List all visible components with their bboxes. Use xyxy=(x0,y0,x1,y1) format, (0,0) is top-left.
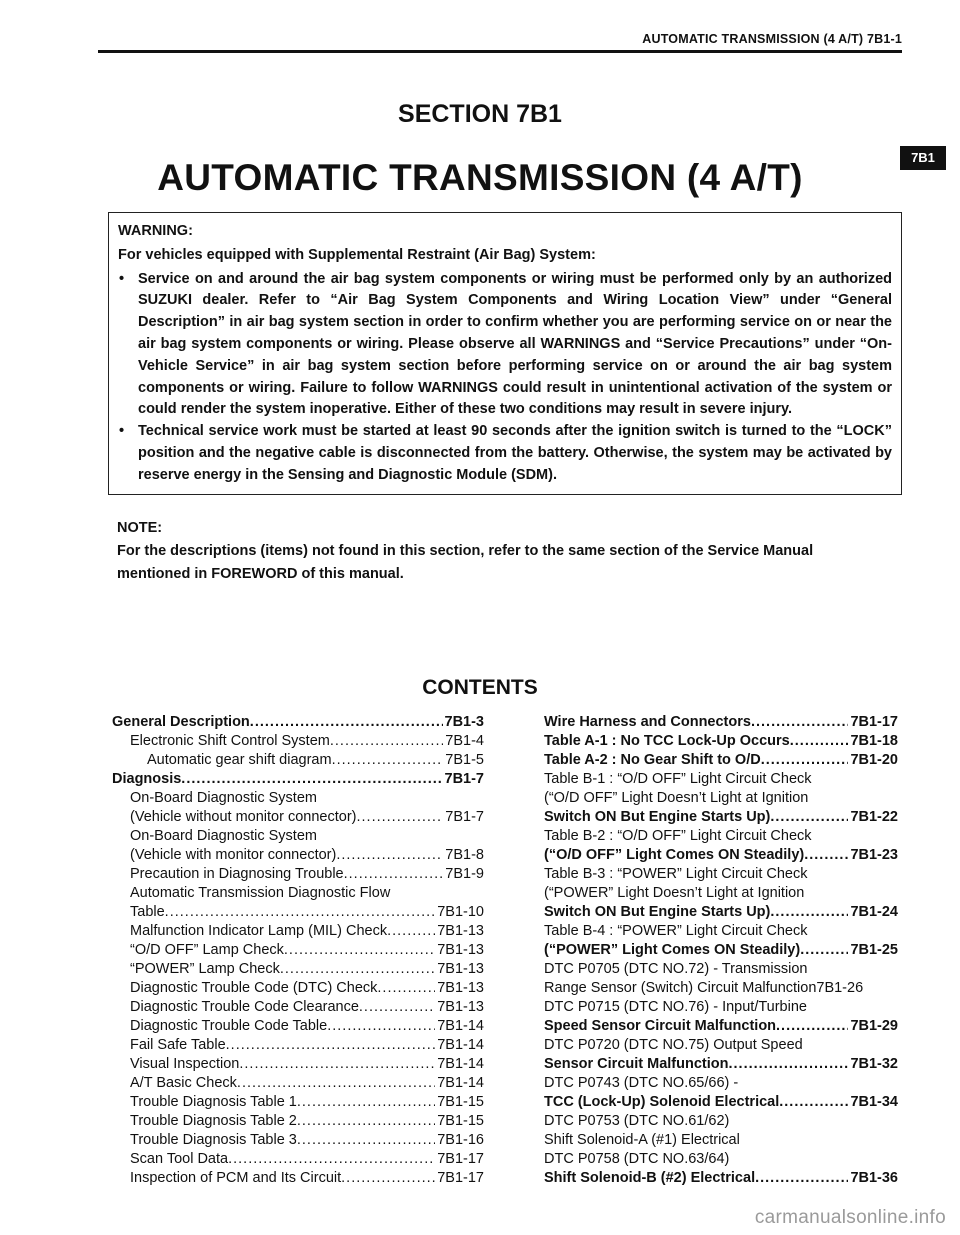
toc-entry[interactable] xyxy=(112,1036,484,1055)
toc-entry-page: 7B1-5 xyxy=(445,752,484,768)
warning-item-text: Technical service work must be started at least 90 seconds after the ignition switch is turned to the “LOCK” position and the negative cable is disconnected from the battery. Otherwise, the system may be activated by reserve energy in the Sensing and Diagnostic Module (SDM). xyxy=(138,423,892,483)
toc-entry[interactable] xyxy=(544,732,898,751)
toc-entry-line[interactable]: DTC P0720 (DTC NO.75) Output Speed xyxy=(544,1037,803,1053)
toc-entry[interactable] xyxy=(112,808,484,827)
toc-entry[interactable] xyxy=(112,751,484,770)
dot-leader xyxy=(341,1169,435,1188)
toc-entry-page: 7B1-34 xyxy=(850,1094,898,1110)
toc-entry-page: 7B1-13 xyxy=(437,961,484,977)
section-tab: 7B1 xyxy=(900,146,946,170)
toc-entry-title: Table xyxy=(130,904,165,920)
dot-leader xyxy=(751,713,848,732)
toc-entry-title: Table A-2 : No Gear Shift to O/D xyxy=(544,752,761,768)
toc-entry-title: (Vehicle without monitor connector) xyxy=(130,809,357,825)
dot-leader xyxy=(761,751,849,770)
toc-entry-line[interactable]: DTC P0715 (DTC NO.76) - Input/Turbine xyxy=(544,999,807,1015)
toc-entry[interactable] xyxy=(112,903,484,922)
toc-entry[interactable] xyxy=(112,713,484,732)
dot-leader xyxy=(327,1017,435,1036)
toc-entry[interactable] xyxy=(112,1074,484,1093)
toc-entry[interactable] xyxy=(112,1055,484,1074)
toc-entry[interactable] xyxy=(112,1093,484,1112)
toc-entry-line[interactable]: Table B-4 : “POWER” Light Circuit Check xyxy=(544,923,808,939)
toc-entry-title: “O/D OFF” Lamp Check xyxy=(130,942,284,958)
toc-entry-title: Switch ON But Engine Starts Up) xyxy=(544,904,771,920)
dot-leader xyxy=(356,808,443,827)
toc-entry-title: Shift Solenoid-B (#2) Electrical xyxy=(544,1170,756,1186)
toc-entry-title: (“O/D OFF” Light Comes ON Steadily) xyxy=(544,847,805,863)
toc-entry-page: 7B1-15 xyxy=(437,1113,484,1129)
toc-entry-page: 7B1-16 xyxy=(437,1132,484,1148)
toc-entry-line[interactable]: Shift Solenoid-A (#1) Electrical xyxy=(544,1132,740,1148)
warning-intro: For vehicles equipped with Supplemental Restraint (Air Bag) System: xyxy=(118,246,596,263)
section-number: SECTION 7B1 xyxy=(398,100,562,128)
note-heading: NOTE: xyxy=(117,520,163,536)
toc-entry-title: Automatic gear shift diagram xyxy=(147,752,332,768)
toc-entry-page: 7B1-32 xyxy=(850,1056,898,1072)
toc-entry-page: 7B1-25 xyxy=(850,942,898,958)
toc-entry[interactable] xyxy=(112,846,484,865)
running-header: AUTOMATIC TRANSMISSION (4 A/T) 7B1-1 xyxy=(642,32,902,46)
toc-entry-line[interactable]: On-Board Diagnostic System xyxy=(130,790,317,806)
warning-item xyxy=(118,269,892,422)
toc-entry-line[interactable]: (“O/D OFF” Light Doesn’t Light at Ignition xyxy=(544,790,809,806)
dot-leader xyxy=(165,903,436,922)
dot-leader xyxy=(729,1055,849,1074)
dot-leader xyxy=(297,1112,435,1131)
toc-entry-title: Sensor Circuit Malfunction xyxy=(544,1056,729,1072)
toc-entry[interactable] xyxy=(544,1017,898,1036)
toc-entry-line[interactable]: Table B-2 : “O/D OFF” Light Circuit Check xyxy=(544,828,812,844)
toc-entry-title: Visual Inspection xyxy=(130,1056,240,1072)
toc-entry-title: Diagnostic Trouble Code Table xyxy=(130,1018,328,1034)
toc-entry-page: 7B1-15 xyxy=(437,1094,484,1110)
header-rule xyxy=(98,50,902,53)
toc-entry-title: Table A-1 : No TCC Lock-Up Occurs xyxy=(544,733,790,749)
warning-list xyxy=(118,269,892,487)
toc-entry-title: “POWER” Lamp Check xyxy=(130,961,280,977)
toc-entry-line[interactable]: Automatic Transmission Diagnostic Flow xyxy=(130,885,391,901)
watermark: carmanualsonline.info xyxy=(754,1207,946,1228)
toc-entry[interactable] xyxy=(112,1131,484,1150)
toc-entry[interactable] xyxy=(112,979,484,998)
dot-leader xyxy=(228,1150,435,1169)
dot-leader xyxy=(344,865,444,884)
toc-entry-page: 7B1-29 xyxy=(850,1018,898,1034)
warning-item-text: Service on and around the air bag system components or wiring must be performed only by an authorized SUZUKI dealer. Refer to “Air Bag System Components and Wiring Location View” under “General Description” in air bag system section in order to confirm whether you are performing service on or near the air bag system components or wiring. Please observe all WARNINGS and “Service Precautions” under “On-Vehicle Service” in air bag system section before performing service on or around the air bag system components or wiring. Failure to follow WARNINGS could result in unintentional activation of the system or could render the system inoperative. Either of these two conditions may result in severe injury. xyxy=(138,270,892,418)
bullet-icon: • xyxy=(119,423,125,440)
dot-leader xyxy=(790,732,849,751)
toc-entry-page: 7B1-7 xyxy=(445,809,484,825)
toc-entry-title: Wire Harness and Connectors xyxy=(544,714,751,730)
toc-entry-title: Fail Safe Table xyxy=(130,1037,226,1053)
dot-leader xyxy=(239,1055,435,1074)
toc-entry-page: 7B1-17 xyxy=(437,1151,484,1167)
dot-leader xyxy=(181,770,442,789)
dot-leader xyxy=(297,1131,435,1150)
dot-leader xyxy=(330,732,443,751)
bullet-icon: • xyxy=(119,270,125,287)
toc-entry-title: Precaution in Diagnosing Trouble xyxy=(130,866,344,882)
toc-entry-page: 7B1-17 xyxy=(850,714,898,730)
dot-leader xyxy=(387,922,435,941)
dot-leader xyxy=(297,1093,435,1112)
toc-entry-page: 7B1-13 xyxy=(437,942,484,958)
toc-entry-page: 7B1-23 xyxy=(850,847,898,863)
toc-entry-line[interactable]: DTC P0705 (DTC NO.72) - Transmission xyxy=(544,961,808,977)
dot-leader xyxy=(800,941,848,960)
toc-entry-page: 7B1-14 xyxy=(437,1056,484,1072)
toc-entry-page: 7B1-4 xyxy=(445,733,484,749)
toc-entry-page: 7B1-22 xyxy=(850,809,898,825)
dot-leader xyxy=(770,808,848,827)
toc-entry-page: 7B1-14 xyxy=(437,1018,484,1034)
toc-entry-page: 7B1-24 xyxy=(850,904,898,920)
note-text: For the descriptions (items) not found in this section, refer to the same section of the Service Manual mentioned in FOREWORD of this manual. xyxy=(117,543,814,582)
toc-entry-line[interactable]: Table B-3 : “POWER” Light Circuit Check xyxy=(544,866,808,882)
dot-leader xyxy=(226,1036,436,1055)
note-block xyxy=(117,517,887,586)
dot-leader xyxy=(332,751,444,770)
toc-entry[interactable] xyxy=(544,903,898,922)
toc-entry-page: 7B1-13 xyxy=(437,999,484,1015)
toc-entry[interactable] xyxy=(112,998,484,1017)
toc-entry[interactable] xyxy=(112,865,484,884)
toc-entry-title: Diagnostic Trouble Code (DTC) Check xyxy=(130,980,378,996)
dot-leader xyxy=(359,998,435,1017)
toc-entry[interactable] xyxy=(112,922,484,941)
toc-entry-page: 7B1-13 xyxy=(437,980,484,996)
warning-box xyxy=(108,212,902,495)
dot-leader xyxy=(755,1169,848,1188)
toc-entry-line[interactable]: DTC P0753 (DTC NO.61/62) xyxy=(544,1113,730,1129)
toc-entry-page: 7B1-13 xyxy=(437,923,484,939)
toc-entry-page: 7B1-10 xyxy=(437,904,484,920)
dot-leader xyxy=(779,1093,848,1112)
toc-entry-line[interactable]: Range Sensor (Switch) Circuit Malfunction7B1-26 xyxy=(544,980,864,996)
dot-leader xyxy=(804,846,848,865)
toc-entry[interactable] xyxy=(112,1112,484,1131)
toc-entry[interactable] xyxy=(544,808,898,827)
toc-entry-title: (Vehicle with monitor connector) xyxy=(130,847,337,863)
page-title: AUTOMATIC TRANSMISSION (4 A/T) xyxy=(157,157,803,198)
toc-entry-title: Electronic Shift Control System xyxy=(130,733,330,749)
toc-entry-page: 7B1-17 xyxy=(437,1170,484,1186)
toc-entry[interactable] xyxy=(544,1169,898,1188)
toc-entry-page: 7B1-18 xyxy=(850,733,898,749)
dot-leader xyxy=(336,846,443,865)
dot-leader xyxy=(280,960,435,979)
toc-entry[interactable] xyxy=(112,960,484,979)
toc-entry-page: 7B1-36 xyxy=(850,1170,898,1186)
toc-entry[interactable] xyxy=(544,1055,898,1074)
toc-entry-title: A/T Basic Check xyxy=(130,1075,237,1091)
toc-entry[interactable] xyxy=(544,1093,898,1112)
toc-entry-page: 7B1-8 xyxy=(445,847,484,863)
warning-heading: WARNING: xyxy=(118,223,193,239)
toc-entry[interactable] xyxy=(544,713,898,732)
toc-entry-title: Speed Sensor Circuit Malfunction xyxy=(544,1018,777,1034)
toc-entry-page: 7B1-14 xyxy=(437,1037,484,1053)
toc-entry-title: (“POWER” Light Comes ON Steadily) xyxy=(544,942,801,958)
toc-entry-title: Diagnosis xyxy=(112,771,182,787)
toc-entry[interactable] xyxy=(112,1017,484,1036)
toc-entry-title: Diagnostic Trouble Code Clearance xyxy=(130,999,359,1015)
toc-entry[interactable] xyxy=(544,846,898,865)
toc-entry-page: 7B1-3 xyxy=(444,714,484,730)
dot-leader xyxy=(237,1074,435,1093)
toc-entry-line[interactable]: On-Board Diagnostic System xyxy=(130,828,317,844)
toc-entry-title: TCC (Lock-Up) Solenoid Electrical xyxy=(544,1094,780,1110)
toc-entry[interactable] xyxy=(544,941,898,960)
toc-entry-title: Scan Tool Data xyxy=(130,1151,229,1167)
toc-left-column xyxy=(112,713,484,1188)
toc-entry-title: Trouble Diagnosis Table 3 xyxy=(130,1132,297,1148)
toc-entry[interactable] xyxy=(112,770,484,789)
contents-title: CONTENTS xyxy=(422,676,538,699)
toc-entry-title: Trouble Diagnosis Table 2 xyxy=(130,1113,297,1129)
toc-entry-title: Malfunction Indicator Lamp (MIL) Check xyxy=(130,923,388,939)
toc-entry-page: 7B1-9 xyxy=(445,866,484,882)
toc-entry-title: Inspection of PCM and Its Circuit xyxy=(130,1170,342,1186)
toc-entry-title: General Description xyxy=(112,714,250,730)
toc-entry[interactable] xyxy=(112,941,484,960)
toc-entry-page: 7B1-7 xyxy=(444,771,484,787)
toc-entry-title: Switch ON But Engine Starts Up) xyxy=(544,809,771,825)
dot-leader xyxy=(377,979,435,998)
toc-entry-line[interactable]: Table B-1 : “O/D OFF” Light Circuit Check xyxy=(544,771,812,787)
toc-entry-line[interactable]: DTC P0758 (DTC NO.63/64) xyxy=(544,1151,730,1167)
toc-entry[interactable] xyxy=(112,1169,484,1188)
toc-right-column xyxy=(544,713,898,1188)
toc-entry-page: 7B1-20 xyxy=(850,752,898,768)
toc-entry[interactable] xyxy=(112,1150,484,1169)
toc-entry-page: 7B1-14 xyxy=(437,1075,484,1091)
dot-leader xyxy=(770,903,848,922)
dot-leader xyxy=(776,1017,848,1036)
toc-entry[interactable] xyxy=(544,751,898,770)
dot-leader xyxy=(250,713,443,732)
toc-entry-line[interactable]: (“POWER” Light Doesn’t Light at Ignition xyxy=(544,885,805,901)
toc-entry-line[interactable]: DTC P0743 (DTC NO.65/66) - xyxy=(544,1075,739,1091)
warning-item xyxy=(118,421,892,486)
dot-leader xyxy=(284,941,435,960)
toc-entry-title: Trouble Diagnosis Table 1 xyxy=(130,1094,297,1110)
toc-entry[interactable] xyxy=(112,732,484,751)
